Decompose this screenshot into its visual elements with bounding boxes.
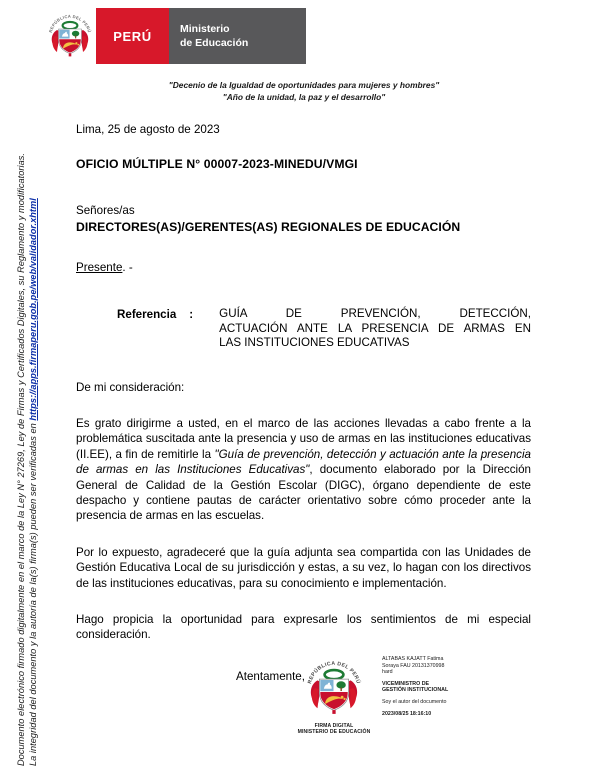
validator-url-link[interactable]: https://apps.firmaperu.gob.pe/web/validador.xhtml: [28, 198, 38, 421]
body-paragraph-2: Por lo expuesto, agradeceré que la guía adjunta sea compartida con las Unidades de Gestión Educativa Local de su jurisdicción y estas, a su vez, lo hagan con los directivos de las instituciones educativas, para su conocimiento e implementación.: [76, 545, 531, 590]
stamp-signer-role: [382, 681, 448, 694]
signer-line-3: hard: [382, 669, 393, 676]
reference-text-line-3: LAS INSTITUCIONES EDUCATIVAS: [219, 336, 410, 350]
stamp-timestamp: 2023/08/25 18:16:10: [382, 710, 432, 717]
stamp-reason: Soy el autor del documento: [382, 698, 447, 705]
closing-line: Atentamente,: [236, 669, 305, 683]
role-line-1: VICEMINISTRO DE: [382, 680, 430, 687]
validation-strip-line-1: Documento electrónico firmado digitalmente en el marco de la Ley N° 27269, Ley de Firmas y Certificados Digitales, su Reglamento y modificatorias.: [16, 152, 26, 766]
validation-strip-line-2: [28, 198, 38, 766]
signer-line-1: ALTABAS KAJATT Fatima: [382, 656, 444, 662]
ministry-name-block: [169, 8, 306, 64]
svg-text:REPÚBLICA DEL PERÚ: REPÚBLICA DEL PERÚ: [306, 660, 362, 685]
ministry-line-2: de Educación: [180, 37, 249, 49]
peru-brand-block: [96, 8, 169, 64]
stamp-signer-name: [382, 656, 448, 676]
reference-text-line-1: GUÍA DE PREVENCIÓN, DETECCIÓN,: [219, 307, 531, 321]
stamp-coat-of-arms-icon: [303, 655, 365, 721]
presente-word: Presente: [76, 260, 123, 274]
document-number: OFICIO MÚLTIPLE N° 00007-2023-MINEDU/VMGI: [76, 157, 358, 172]
peru-brand-label: PERÚ: [113, 28, 152, 44]
stamp-details: [382, 655, 448, 717]
official-slogans: [44, 80, 564, 103]
reference-colon: :: [189, 308, 194, 322]
paragraph-1-part-1: Es grato dirigirme a usted, en el marco de las acciones llevadas a cabo frente a la problemática suscitada ante la presencia y uso de armas en las instituciones educativas (II.EE), a fin de remitirle la: [76, 417, 531, 461]
slogan-line-2: "Año de la unidad, la paz y el desarrollo": [222, 91, 386, 102]
body-paragraph-1: [76, 416, 531, 524]
svg-text:REPÚBLICA DEL PERÚ: REPÚBLICA DEL PERÚ: [47, 13, 93, 34]
paragraph-1-part-2: , documento elaborado por la Dirección General de Calidad de la Gestión Escolar (DIGC), órgano dependiente de este despacho y contiene pautas de carácter orientativo sobre cómo proceder ante la presencia de armas en las escuelas.: [76, 463, 531, 523]
seal-caption: [298, 723, 371, 736]
addressee-salutation: Señores/as: [76, 204, 135, 218]
slogan-line-1: "Decenio de la Igualdad de oportunidades para mujeres y hombres": [168, 80, 440, 90]
digital-signature-stamp: [288, 655, 588, 736]
presente-line: [76, 260, 531, 275]
document-body: [76, 122, 531, 684]
ministry-line-1: Ministerio: [180, 23, 230, 35]
stamp-seal-block: [288, 655, 380, 736]
validation-strip-line-2-text: La integridad del documento y la autoría de la(s) firma(s) pueden ser verificadas en: [28, 420, 38, 766]
presente-tail: . -: [122, 260, 133, 274]
role-line-2: GESTIÓN INSTITUCIONAL: [382, 687, 449, 694]
greeting-line: De mi consideración:: [76, 380, 185, 394]
guide-title-italic: "Guía de prevención, detección y actuación ante la presencia de armas en las Instituciones Educativas": [76, 447, 531, 477]
seal-caption-line-1: FIRMA DIGITAL: [314, 723, 354, 729]
seal-caption-line-2: MINISTERIO DE EDUCACIÓN: [297, 729, 371, 736]
document-date: Lima, 25 de agosto de 2023: [76, 123, 220, 136]
digital-signature-validation-strip: [0, 0, 40, 774]
addressee-block: [76, 203, 531, 234]
ministry-header-band: [44, 8, 306, 64]
reference-text-line-2: ACTUACIÓN ANTE LA PRESENCIA DE ARMAS EN: [219, 321, 531, 335]
signer-line-2: Soraya FAU 20131370998: [382, 662, 445, 669]
addressee-name: DIRECTORES(AS)/GERENTES(AS) REGIONALES DE EDUCACIÓN: [76, 219, 461, 234]
reference-label: Referencia: [117, 308, 177, 322]
peru-coat-of-arms-icon: [44, 8, 96, 64]
reference-text: [219, 307, 531, 351]
reference-block: [76, 307, 531, 351]
body-paragraph-3: Hago propicia la oportunidad para expresarle los sentimientos de mi especial consideración.: [76, 613, 531, 642]
